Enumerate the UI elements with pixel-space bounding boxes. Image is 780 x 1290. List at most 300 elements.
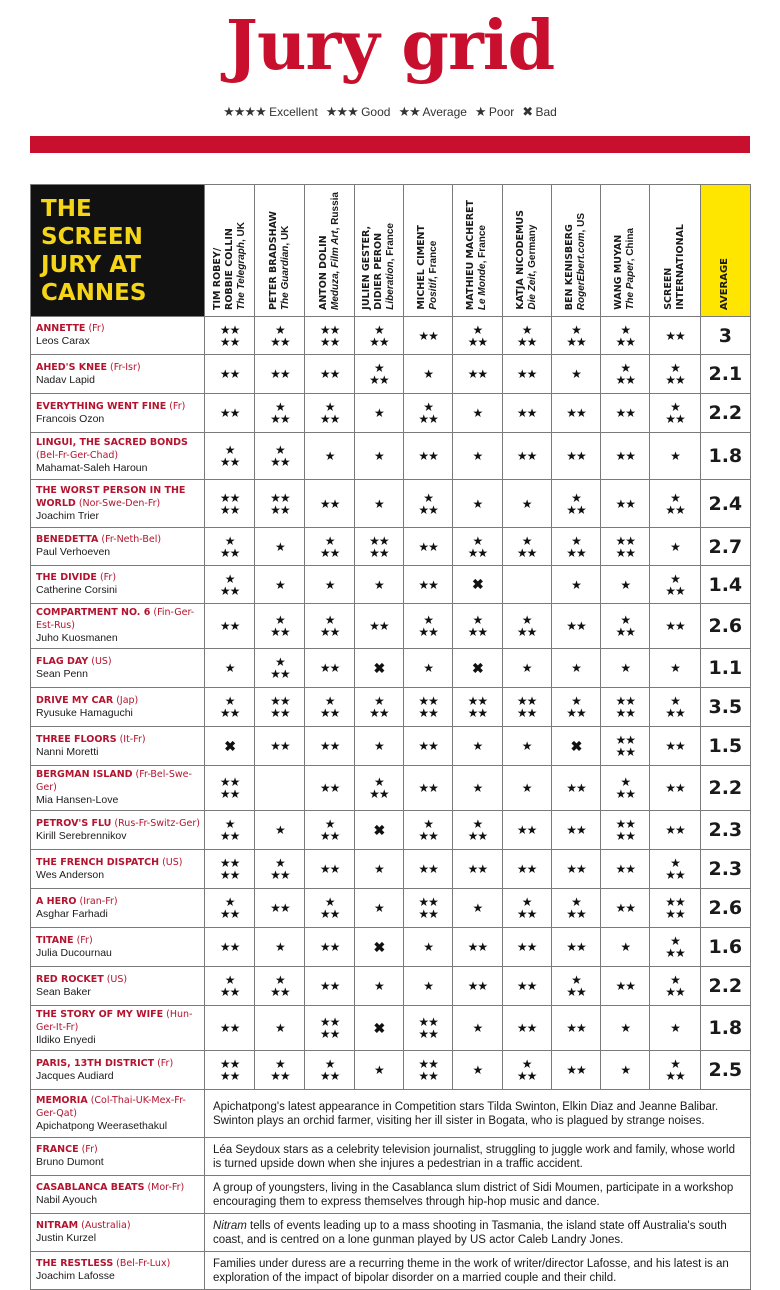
film-title: FRANCE [36, 1144, 79, 1155]
film-row [31, 355, 751, 394]
star-icon: ★ [620, 775, 631, 789]
rating-cell [404, 480, 453, 528]
legend-label: Poor [485, 105, 515, 119]
star-icon: ★ [274, 539, 285, 554]
rating-cell [204, 480, 254, 528]
critic-label [663, 217, 687, 316]
star-icon: ★ [521, 895, 532, 909]
star-icon: ★★ [319, 739, 340, 753]
star-icon: ★★ [219, 455, 240, 469]
film-title: NITRAM [36, 1220, 79, 1231]
rating-cell [354, 850, 403, 889]
star-icon: ★ [274, 856, 285, 870]
critic-header [354, 185, 403, 317]
star-icon: ★ [472, 1063, 483, 1077]
star-icon: ★★ [219, 775, 240, 789]
average-score: 2.7 [700, 528, 750, 566]
rating-cell [551, 1006, 600, 1051]
film-director: Julia Ducournau [36, 946, 112, 959]
star-icon: ★★ [319, 940, 340, 954]
panel-title: THE SCREEN JURY AT CANNES [31, 185, 205, 317]
rating-cell [650, 317, 700, 355]
star-icon: ★ [423, 367, 434, 381]
film-cell [31, 766, 205, 811]
critic-header [453, 185, 502, 317]
star-icon: ★ [274, 400, 285, 414]
publication-country: , UK [279, 225, 291, 246]
film-title: THE DIVIDE [36, 572, 97, 583]
rating-cell [502, 355, 551, 394]
star-icon: ★★ [566, 449, 586, 463]
rating-cell [601, 688, 650, 727]
star-icon: ★★ [319, 625, 340, 639]
rating-cell [305, 433, 354, 480]
rating-cell [551, 355, 600, 394]
star-icon: ★ [670, 361, 680, 375]
film-country: (Mor-Fr) [144, 1182, 185, 1193]
film-country: (US) [88, 655, 112, 667]
rating-cell [305, 649, 354, 688]
rating-cell [255, 649, 305, 688]
rating-cell [305, 811, 354, 850]
average-score: 2.6 [700, 604, 750, 649]
publication-name: Liberation [384, 261, 396, 310]
rating-cell [453, 889, 502, 928]
critic-header [305, 185, 354, 317]
star-icon: ★★ [270, 367, 290, 381]
rating-cell [551, 528, 600, 566]
rating-cell [204, 766, 254, 811]
film-director: Ildiko Enyedi [36, 1034, 96, 1046]
star-icon: ★★ [566, 619, 586, 633]
star-icon: ★★ [270, 739, 290, 753]
critic-header [601, 185, 650, 317]
star-icon: ★★ [665, 502, 685, 517]
jury-grid-table [30, 184, 751, 1290]
rating-cell [404, 1006, 453, 1051]
star-icon: ★ [521, 1057, 532, 1071]
film-row [31, 1138, 751, 1176]
film-cell [31, 394, 205, 433]
star-icon: ★ [670, 539, 680, 554]
star-icon: ★ [224, 817, 235, 831]
rating-cell [502, 317, 551, 355]
rating-cell [453, 1051, 502, 1090]
rating-cell [404, 727, 453, 766]
rating-cell [551, 480, 600, 528]
star-icon: ★ [274, 655, 285, 669]
rating-cell [502, 566, 551, 604]
rating-cell [601, 317, 650, 355]
critic-label [465, 193, 489, 316]
star-icon: ★ [224, 533, 235, 548]
rating-cell [551, 317, 600, 355]
critic-publication [236, 222, 247, 310]
star-icon: ★★ [319, 545, 340, 560]
rating-cell [204, 317, 254, 355]
rating-cell [551, 604, 600, 649]
star-icon: ★★ [319, 1027, 340, 1041]
star-icon: ★★ [516, 907, 537, 921]
star-icon: ★★ [615, 862, 635, 876]
rating-cell [404, 317, 453, 355]
film-cell [31, 355, 205, 394]
star-icon: ★★ [319, 979, 340, 993]
rating-cell [255, 480, 305, 528]
star-icon: ★ [423, 940, 434, 954]
star-icon: ★★ [418, 706, 438, 720]
rating-cell [601, 928, 650, 967]
rating-cell [601, 394, 650, 433]
average-score: 1.8 [700, 433, 750, 480]
rating-cell [650, 528, 700, 566]
rating-cell [551, 811, 600, 850]
star-icon: ★ [670, 490, 680, 505]
star-icon: ★★ [418, 739, 438, 753]
star-icon: ★★ [566, 862, 586, 876]
critic-publication [625, 228, 636, 310]
rating-cell [255, 811, 305, 850]
star-icon: ★★ [516, 406, 537, 420]
rating-cell [404, 528, 453, 566]
publication-name: The Paper [625, 261, 637, 310]
rating-cell [404, 811, 453, 850]
critic-publication [527, 225, 538, 310]
rating-cell [453, 317, 502, 355]
bad-cross-icon: ✖ [373, 1019, 385, 1036]
rating-cell [404, 928, 453, 967]
film-title: COMPARTMENT NO. 6 [36, 607, 151, 618]
critic-publication [428, 241, 439, 310]
film-title: BERGMAN ISLAND [36, 769, 133, 780]
rating-cell [453, 566, 502, 604]
film-cell [31, 480, 205, 528]
star-icon: ★★ [319, 862, 340, 876]
star-icon: ★★ [418, 694, 438, 708]
star-icon: ★★ [615, 829, 635, 843]
rating-cell [404, 566, 453, 604]
star-icon: ★★ [615, 449, 635, 463]
star-icon: ★★ [319, 367, 340, 381]
star-icon: ★★ [219, 490, 240, 505]
star-icon: ★★ [467, 545, 488, 560]
rating-cell [551, 928, 600, 967]
rating-cell [305, 688, 354, 727]
film-row [31, 528, 751, 566]
film-row [31, 394, 751, 433]
rating-cell [551, 967, 600, 1006]
rating-cell [453, 688, 502, 727]
star-icon: ★★ [219, 322, 240, 337]
rating-cell [650, 928, 700, 967]
publication-country: , China [625, 228, 637, 262]
critic-name: PETER BRADSHAW [267, 210, 279, 310]
rating-cell [453, 355, 502, 394]
rating-cell [255, 433, 305, 480]
star-icon: ★ [224, 694, 235, 708]
rating-cell [551, 1051, 600, 1090]
rating-cell [354, 889, 403, 928]
star-icon: ★ [324, 533, 335, 548]
average-score: 1.5 [700, 727, 750, 766]
film-description [204, 1090, 750, 1138]
bad-cross-icon: ✖ [472, 576, 483, 592]
star-icon: ★ [571, 973, 581, 987]
film-cell [31, 811, 205, 850]
star-icon: ★★ [467, 334, 488, 349]
star-icon: ★ [423, 817, 434, 831]
film-cell [31, 317, 205, 355]
star-icon: ★ [274, 577, 285, 592]
star-icon: ★★ [270, 868, 290, 882]
film-title: LINGUI, THE SACRED BONDS [36, 437, 188, 448]
film-title: A HERO [36, 895, 77, 907]
film-country: (Nor-Swe-Den-Fr) [75, 497, 161, 509]
critic-name: ROBBIE COLLIN [223, 228, 235, 310]
rating-cell [601, 480, 650, 528]
star-icon: ★★ [319, 829, 340, 843]
film-title: MEMORIA [36, 1094, 88, 1106]
film-cell [31, 1214, 205, 1252]
film-title: DRIVE MY CAR [36, 694, 114, 706]
rating-cell [255, 394, 305, 433]
star-icon: ★★ [566, 334, 586, 349]
rating-cell [502, 889, 551, 928]
critic-label [564, 206, 588, 316]
star-icon: ★ [224, 895, 235, 909]
star-icon: ★ [423, 400, 434, 414]
publication-name: RogerEbert.com [575, 232, 587, 310]
star-icon: ★★ [615, 979, 635, 993]
rating-cell [601, 1051, 650, 1090]
film-cell [31, 850, 205, 889]
film-title: TITANE [36, 934, 74, 946]
star-icon: ★ [423, 613, 434, 627]
film-director: Mahamat-Saleh Haroun [36, 462, 148, 474]
rating-cell [453, 766, 502, 811]
star-icon: ★★ [418, 1057, 438, 1071]
publication-name: The Telegraph [235, 242, 247, 310]
rating-cell [404, 850, 453, 889]
film-country: (Fr) [166, 400, 186, 412]
rating-cell [354, 1006, 403, 1051]
rating-cell [305, 889, 354, 928]
rating-cell [502, 928, 551, 967]
film-row [31, 850, 751, 889]
critic-publication [576, 213, 587, 310]
rating-cell [255, 727, 305, 766]
film-country: (Fr) [96, 572, 117, 583]
star-icon: ★★ [319, 1015, 340, 1029]
rating-cell [453, 649, 502, 688]
star-icon: ★★ [467, 625, 488, 639]
film-cell [31, 528, 205, 566]
rating-cell [204, 433, 254, 480]
description-text: A group of youngsters, living in the Casablanca slum district of Sidi Moumen, participate in a workshop encouraging them to express themselves through hip-hop music and dance. [212, 1181, 734, 1208]
film-director: Jacques Audiard [36, 1069, 114, 1082]
star-icon: ★ [620, 940, 631, 954]
star-icon: ★ [472, 817, 483, 831]
star-icon: ★ [670, 856, 680, 870]
star-icon: ★ [374, 449, 384, 463]
star-icon: ★ [472, 739, 483, 753]
star-icon: ★★ [418, 907, 438, 921]
critic-header [502, 185, 551, 317]
critic-header [650, 185, 700, 317]
film-cell [31, 1090, 205, 1138]
rating-cell [650, 766, 700, 811]
publication-name: Die Zeit [526, 273, 538, 310]
star-icon: ★ [571, 694, 581, 708]
star-icon: ★★ [319, 334, 340, 349]
film-row [31, 1006, 751, 1051]
star-icon: ★ [374, 577, 384, 592]
rating-cell [601, 889, 650, 928]
rating-cell [204, 928, 254, 967]
film-row [31, 480, 751, 528]
rating-cell [551, 394, 600, 433]
film-row [31, 1090, 751, 1138]
rating-cell [305, 1051, 354, 1090]
rating-cell [453, 850, 502, 889]
star-icon: ★★ [665, 739, 685, 753]
star-icon: ★★ [566, 502, 586, 517]
star-icon: ★★ [319, 412, 340, 426]
star-icon: ★★ [516, 706, 537, 720]
star-icon: ★★ [665, 373, 685, 387]
film-country: (Fr) [78, 1144, 98, 1155]
star-icon: ★ [324, 449, 335, 463]
film-title: THE STORY OF MY WIFE [36, 1009, 164, 1020]
star-icon: ★ [324, 613, 335, 627]
star-icon: ★★ [219, 367, 240, 381]
star-icon: ★ [274, 322, 285, 337]
star-icon: ★★ [418, 625, 438, 639]
film-country: (Iran-Fr) [76, 895, 118, 907]
rating-cell [650, 850, 700, 889]
star-icon: ★ [521, 533, 532, 548]
star-icon: ★★ [615, 496, 635, 511]
star-icon: ★★ [566, 985, 586, 999]
rating-cell [551, 688, 600, 727]
film-cell [31, 1252, 205, 1290]
film-director: Joachim Trier [36, 509, 100, 522]
star-icon: ★★ [665, 583, 685, 598]
star-icon: ★ [274, 1021, 285, 1035]
film-country: (It-Fr) [116, 733, 146, 745]
star-icon: ★★ [516, 449, 537, 463]
legend-symbol: ★★★★ [223, 104, 266, 119]
star-icon: ★ [324, 400, 335, 414]
rating-cell [305, 766, 354, 811]
legend-label: Average [419, 105, 467, 119]
star-icon: ★★ [566, 823, 586, 837]
publication-name: Meduza, Film Art [329, 230, 341, 310]
star-icon: ★★ [516, 625, 537, 639]
star-icon: ★★ [615, 787, 635, 801]
star-icon: ★ [274, 973, 285, 987]
film-row [31, 889, 751, 928]
star-icon: ★★ [615, 406, 635, 420]
star-icon: ★★ [665, 619, 685, 633]
star-icon: ★ [324, 817, 335, 831]
star-icon: ★★ [219, 1069, 240, 1083]
film-row [31, 1176, 751, 1214]
film-cell [31, 889, 205, 928]
rating-cell [204, 1051, 254, 1090]
film-director: Sean Baker [36, 985, 91, 998]
star-icon: ★★ [270, 1069, 290, 1083]
rating-cell [551, 889, 600, 928]
average-score: 2.2 [700, 766, 750, 811]
average-label: AVERAGE [719, 257, 731, 310]
star-icon: ★ [620, 577, 631, 592]
description-text: Apichatpong's latest appearance in Competition stars Tilda Swinton, Elkin Diaz and Jeanne Balibar. Swinton plays an orchid farmer, visiting her ill sister in Bogata, who is plagued by strange noises. [212, 1100, 719, 1127]
star-icon: ★★ [418, 539, 438, 554]
rating-cell [601, 1006, 650, 1051]
star-icon: ★ [571, 895, 581, 909]
rating-cell [453, 811, 502, 850]
star-icon: ★★ [566, 940, 586, 954]
average-score: 2.2 [700, 967, 750, 1006]
rating-cell [404, 967, 453, 1006]
rating-cell [650, 604, 700, 649]
star-icon: ★★ [270, 334, 290, 349]
rating-cell [551, 850, 600, 889]
publication-country: , France [384, 223, 396, 262]
legend-label: Bad [532, 105, 557, 119]
rating-cell [601, 850, 650, 889]
star-icon: ★ [423, 661, 434, 675]
rating-cell [650, 480, 700, 528]
star-icon: ★★ [219, 619, 240, 633]
film-row [31, 317, 751, 355]
star-icon: ★★ [270, 667, 290, 681]
film-title: AHED'S KNEE [36, 361, 108, 373]
star-icon: ★ [472, 533, 483, 548]
star-icon: ★ [571, 577, 581, 592]
star-icon: ★★ [219, 787, 240, 801]
star-icon: ★ [224, 571, 235, 586]
film-row [31, 433, 751, 480]
film-cell [31, 967, 205, 1006]
rating-cell [502, 688, 551, 727]
film-title: THE FRENCH DISPATCH [36, 856, 160, 868]
film-country: (Fr-Isr) [107, 361, 141, 373]
average-score: 3 [700, 317, 750, 355]
star-icon: ★★ [369, 373, 389, 387]
star-icon: ★★ [615, 373, 635, 387]
film-description [204, 1138, 750, 1176]
rating-cell [404, 766, 453, 811]
star-icon: ★★ [467, 706, 488, 720]
star-icon: ★ [374, 361, 384, 375]
star-icon: ★★ [516, 823, 537, 837]
film-country: (US) [159, 856, 183, 868]
rating-cell [404, 889, 453, 928]
star-icon: ★★ [219, 940, 240, 954]
critic-name: KATJA NICODEMUS [514, 210, 526, 310]
star-icon: ★ [224, 973, 235, 987]
film-title: RED ROCKET [36, 973, 104, 985]
average-score: 2.3 [700, 850, 750, 889]
rating-cell [255, 850, 305, 889]
star-icon: ★ [571, 490, 581, 505]
film-cell [31, 727, 205, 766]
rating-cell [354, 566, 403, 604]
publication-name: The Guardian [279, 245, 291, 310]
star-icon: ★ [571, 533, 581, 548]
